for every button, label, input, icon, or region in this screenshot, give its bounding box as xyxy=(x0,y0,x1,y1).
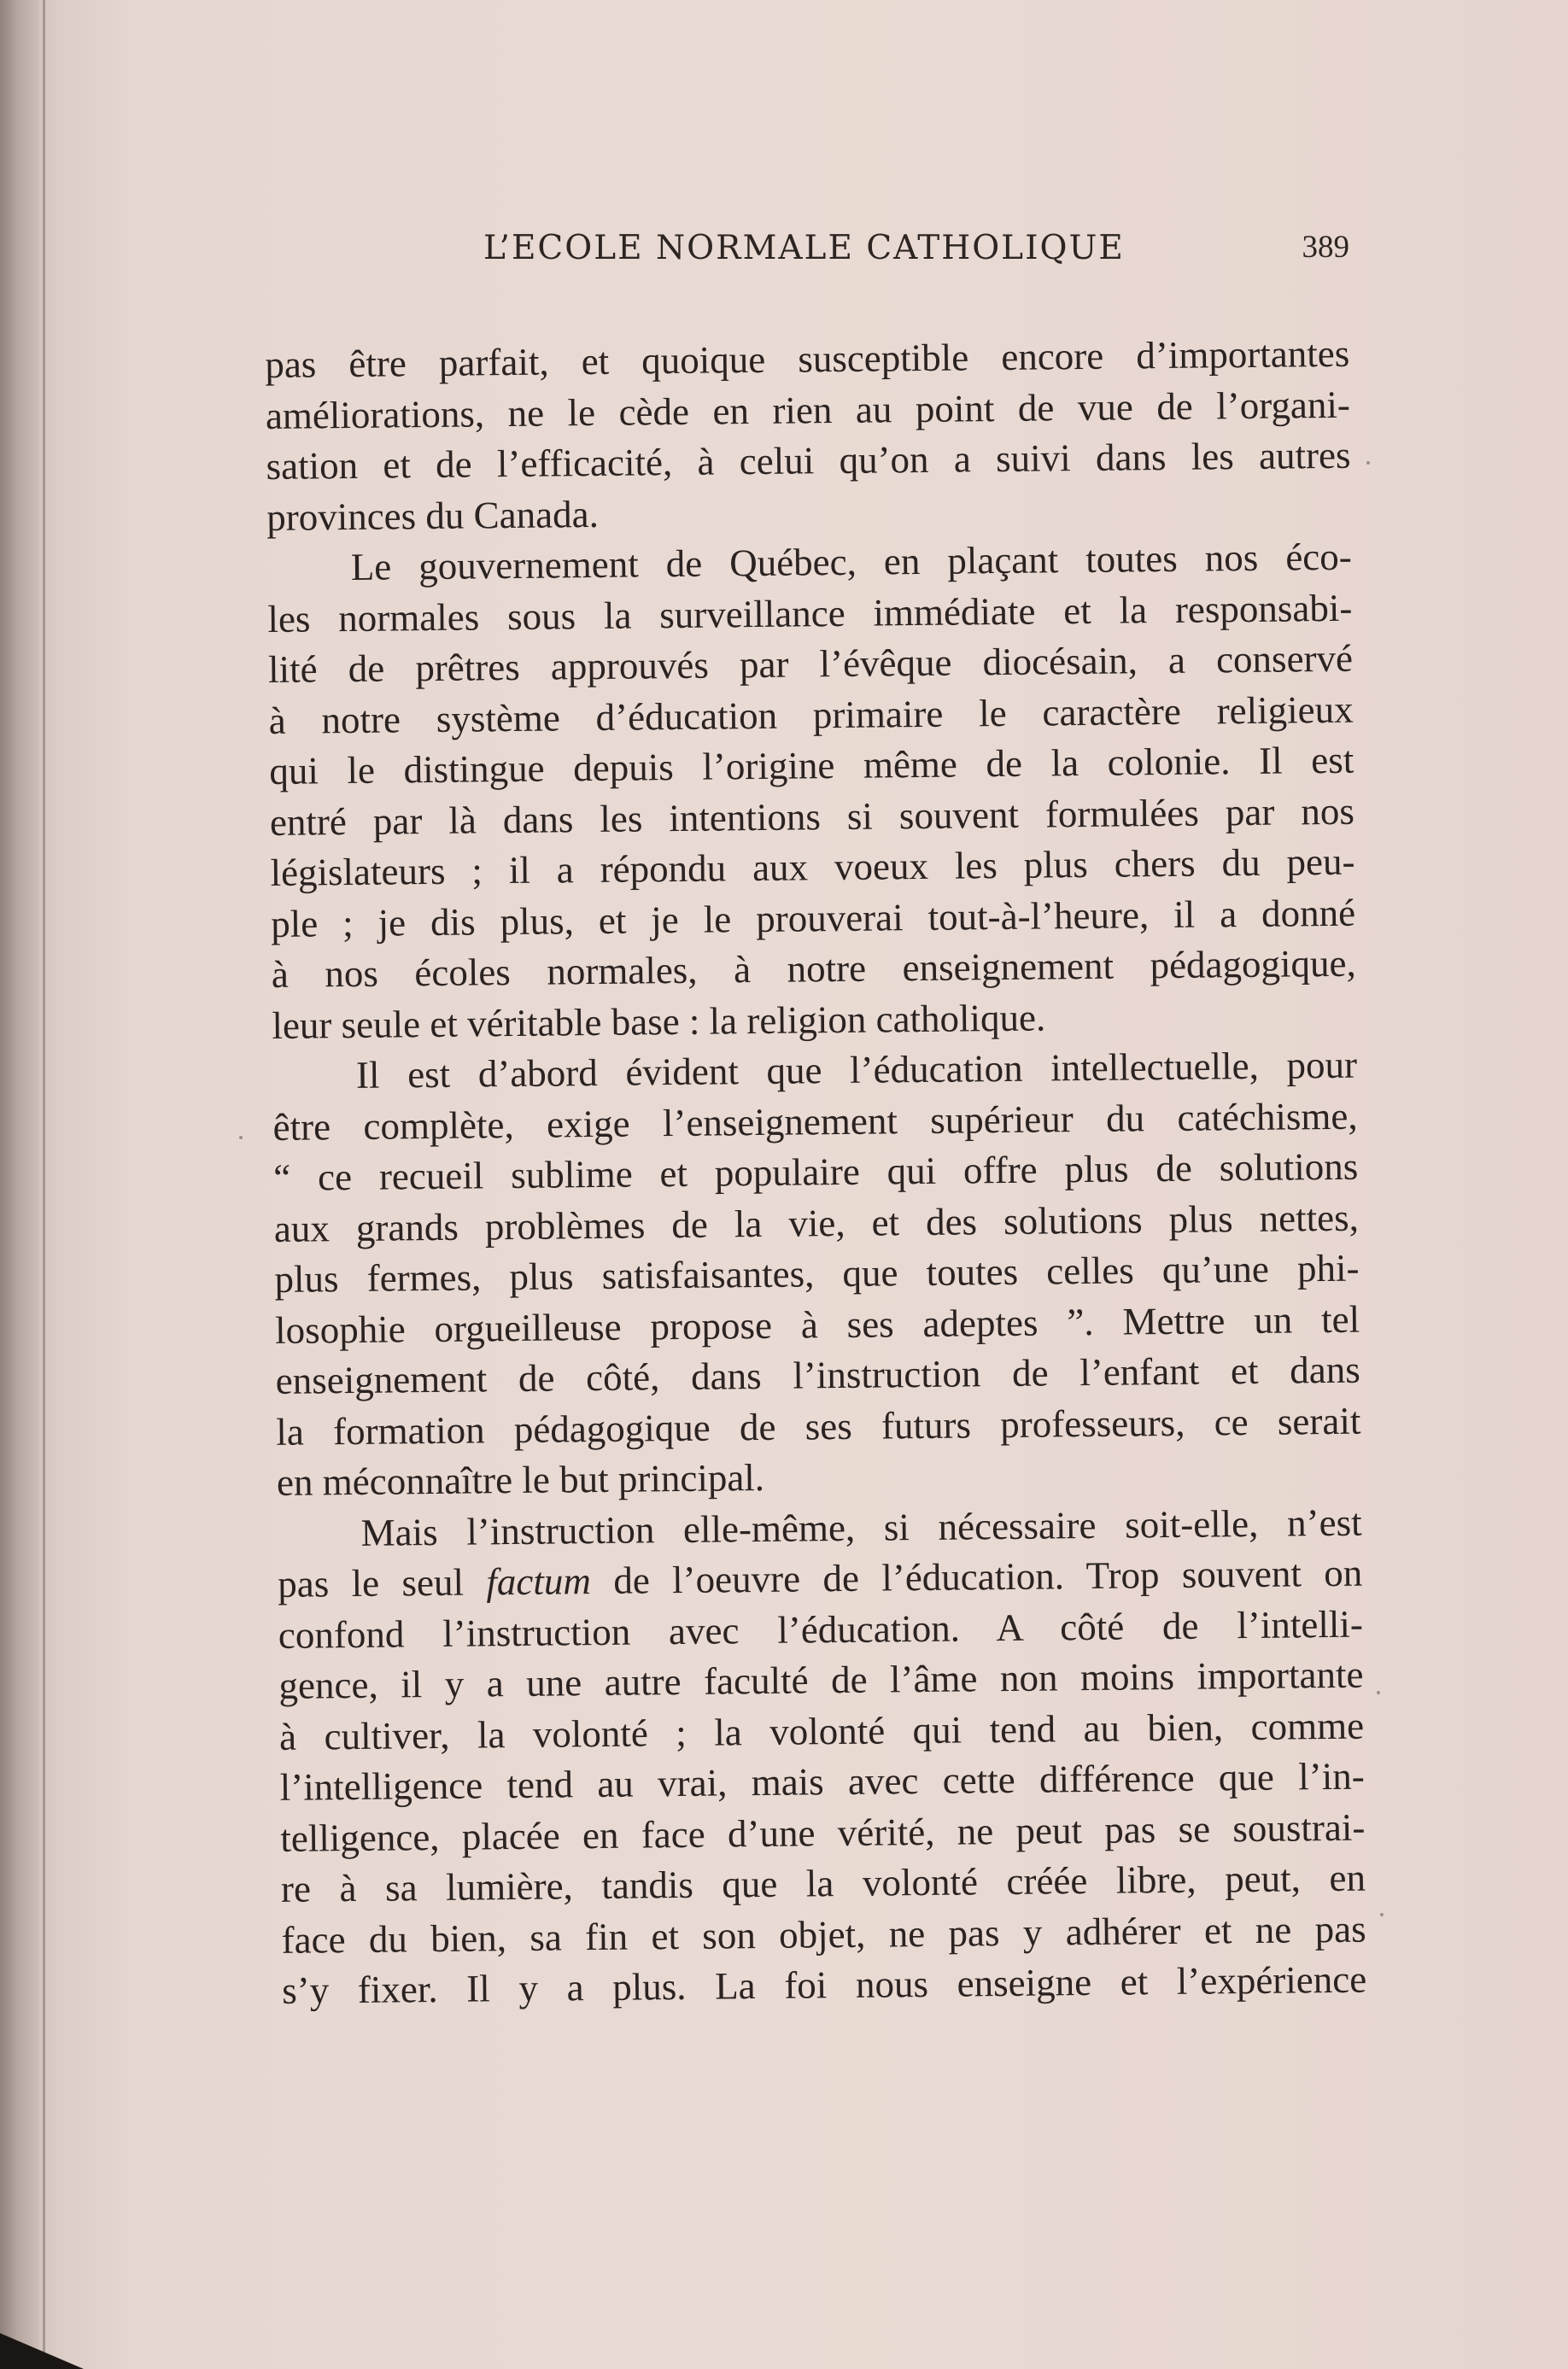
italic-term: factum xyxy=(486,1559,592,1604)
text-line: s’y fixer. Il y a plus. La foi nous enseigne et l’expérience xyxy=(281,1957,1367,2012)
text-line: Mais l’instruction elle-même, si nécessaire soit-elle, n’est xyxy=(360,1500,1362,1554)
text-line: entré par là dans les intentions si souvent formulées par nos xyxy=(269,789,1355,844)
text-line: confond l’instruction avec l’éducation. A côté de l’intelli- xyxy=(278,1602,1364,1657)
text-fragment: pas le seul xyxy=(277,1560,465,1606)
text-line: plus fermes, plus satisfaisantes, que toutes celles qu’une phi- xyxy=(274,1246,1360,1301)
book-gutter xyxy=(0,0,39,2369)
paper-speck xyxy=(239,1136,243,1139)
body-text xyxy=(265,329,1366,2017)
paper-speck xyxy=(1377,1691,1380,1694)
text-line: Il est d’abord évident que l’éducation intellectuelle, pour xyxy=(355,1043,1358,1097)
text-line: qui le distingue depuis l’origine même de la colonie. Il est xyxy=(269,738,1354,793)
text-line: re à sa lumière, tandis que la volonté créée libre, peut, en xyxy=(280,1856,1366,1910)
text-line: telligence, placée en face d’une vérité, ne peut pas se soustrai- xyxy=(280,1805,1366,1860)
text-fragment: de l’oeuvre de l’éducation. Trop souvent on xyxy=(613,1551,1363,1602)
gutter-edge xyxy=(43,0,45,2369)
text-line: pas être parfait, et quoique susceptible encore d’importantes xyxy=(265,331,1350,386)
paper-speck xyxy=(1366,461,1370,465)
text-line: la formation pédagogique de ses futurs professeurs, ce serait xyxy=(276,1399,1361,1454)
text-line: l’intelligence tend au vrai, mais avec cette différence que l’in- xyxy=(279,1754,1365,1809)
text-line: être complète, exige l’enseignement supérieur du catéchisme, xyxy=(272,1094,1358,1149)
text-line: en méconnaître le but principal. xyxy=(276,1455,765,1504)
page-number: 389 xyxy=(1302,230,1349,265)
text-line: sation et de l’efficacité, à celui qu’on a suivi dans les autres xyxy=(266,433,1351,488)
text-line: à nos écoles normales, à notre enseignement pédagogique, xyxy=(271,941,1356,996)
text-line: enseignement de côté, dans l’instruction de l’enfant et dans xyxy=(275,1348,1360,1402)
text-line: améliorations, ne le cède en rien au point de vue de l’organi- xyxy=(265,383,1351,437)
text-line: législateurs ; il a répondu aux voeux les plus chers du peu- xyxy=(270,839,1355,894)
text-line: “ ce recueil sublime et populaire qui offre plus de solutions xyxy=(273,1144,1359,1199)
text-line: Le gouvernement de Québec, en plaçant toutes nos éco- xyxy=(350,535,1352,588)
text-line: gence, il y a une autre faculté de l’âme non moins importante xyxy=(278,1652,1364,1707)
text-line: leur seule et véritable base : la religion catholique. xyxy=(272,995,1046,1047)
text-line: losophie orgueilleuse propose à ses adeptes ”. Mettre un tel xyxy=(274,1297,1360,1352)
text-line: ple ; je dis plus, et je le prouverai tout-à-l’heure, il a donné xyxy=(270,891,1356,945)
page-header xyxy=(265,229,1349,280)
text-line: aux grands problèmes de la vie, et des solutions plus nettes, xyxy=(273,1196,1360,1250)
text-line: à cultiver, la volonté ; la volonté qui tend au bien, comme xyxy=(278,1704,1365,1758)
text-line: face du bien, sa fin et son objet, ne pas y adhérer et ne pas xyxy=(281,1907,1366,1962)
running-title: L’ECOLE NORMALE CATHOLIQUE xyxy=(483,229,1125,267)
text-line: provinces du Canada. xyxy=(266,492,600,539)
text-line: lité de prêtres approuvés par l’évêque diocésain, a conservé xyxy=(267,636,1354,691)
text-line: à notre système d’éducation primaire le caractère religieux xyxy=(268,687,1354,742)
paper-speck xyxy=(1380,1913,1384,1916)
text-line: les normales sous la surveillance immédiate et la responsabi- xyxy=(267,586,1353,641)
